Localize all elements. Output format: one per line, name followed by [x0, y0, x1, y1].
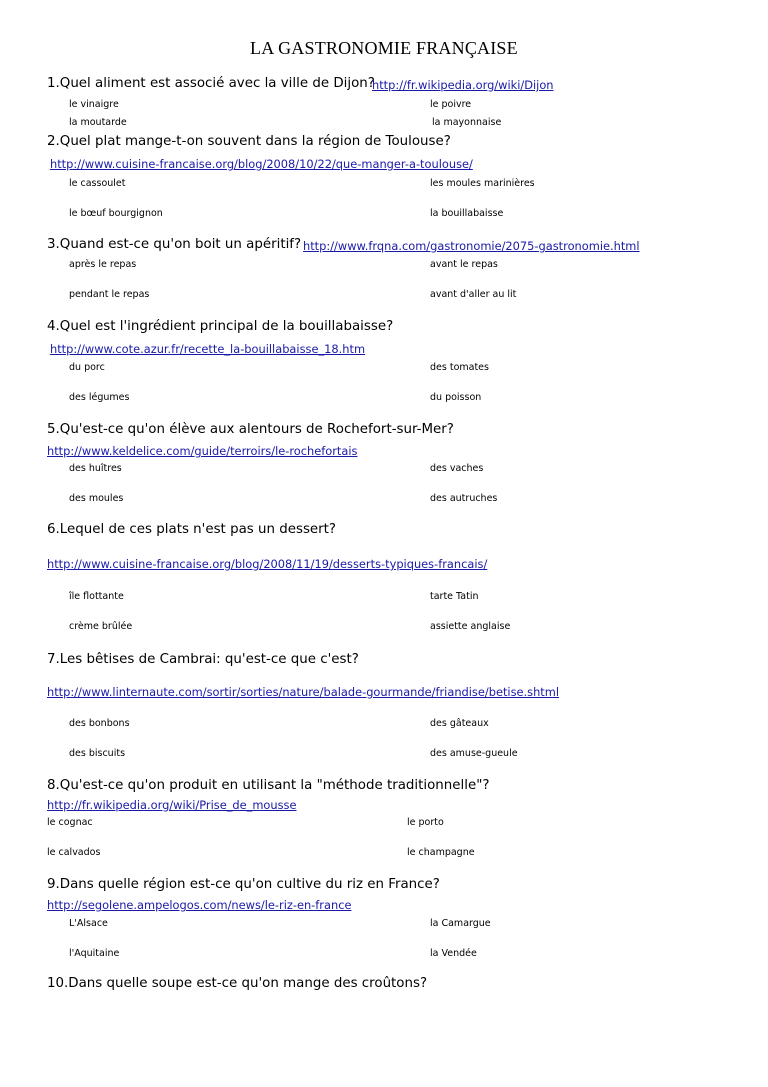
q8-answer-a: le cognac: [47, 817, 93, 828]
q3-answer-a: après le repas: [69, 259, 137, 270]
q1-answer-b: le poivre: [430, 99, 472, 110]
q7-answer-a: des bonbons: [69, 718, 130, 729]
q4-answer-d: du poisson: [430, 392, 482, 403]
question-9-link[interactable]: http://segolene.ampelogos.com/news/le-riz-en-france: [47, 898, 352, 912]
question-10: 10.Dans quelle soupe est-ce qu'on mange des croûtons?: [47, 976, 428, 991]
q3-answer-c: pendant le repas: [69, 289, 150, 300]
q7-answer-b: des gâteaux: [430, 718, 489, 729]
question-2-link[interactable]: http://www.cuisine-francaise.org/blog/2008/10/22/que-manger-a-toulouse/: [50, 157, 473, 171]
q5-answer-d: des autruches: [430, 493, 498, 504]
question-6-link[interactable]: http://www.cuisine-francaise.org/blog/2008/11/19/desserts-typiques-francais/: [47, 557, 488, 571]
question-5: 5.Qu'est-ce qu'on élève aux alentours de Rochefort-sur-Mer?: [47, 422, 454, 437]
q6-answer-d: assiette anglaise: [430, 621, 511, 632]
question-1: 1.Quel aliment est associé avec la ville de Dijon?: [47, 76, 375, 91]
q6-answer-b: tarte Tatin: [430, 591, 479, 602]
q2-answer-b: les moules marinières: [430, 178, 535, 189]
question-4-link[interactable]: http://www.cote.azur.fr/recette_la-bouillabaisse_18.htm: [50, 342, 366, 356]
question-1-link[interactable]: http://fr.wikipedia.org/wiki/Dijon: [372, 78, 554, 92]
question-7-link[interactable]: http://www.linternaute.com/sortir/sorties/nature/balade-gourmande/friandise/betise.shtml: [47, 685, 560, 699]
q4-answer-a: du porc: [69, 362, 105, 373]
question-8-link[interactable]: http://fr.wikipedia.org/wiki/Prise_de_mousse: [47, 798, 297, 812]
question-4: 4.Quel est l'ingrédient principal de la bouillabaisse?: [47, 319, 394, 334]
q2-answer-d: la bouillabaisse: [430, 208, 504, 219]
q3-answer-d: avant d'aller au lit: [430, 289, 517, 300]
question-9: 9.Dans quelle région est-ce qu'on cultive du riz en France?: [47, 877, 440, 892]
q1-answer-c: la moutarde: [69, 117, 127, 128]
q6-answer-a: île flottante: [69, 591, 124, 602]
q8-answer-b: le porto: [407, 817, 444, 828]
question-2: 2.Quel plat mange-t-on souvent dans la région de Toulouse?: [47, 134, 451, 149]
q9-answer-d: la Vendée: [430, 948, 477, 959]
question-6: 6.Lequel de ces plats n'est pas un dessert?: [47, 522, 337, 537]
q5-answer-a: des huîtres: [69, 463, 122, 474]
q1-answer-a: le vinaigre: [69, 99, 119, 110]
q9-answer-c: l'Aquitaine: [69, 948, 120, 959]
q7-answer-d: des amuse-gueule: [430, 748, 518, 759]
question-3-link[interactable]: http://www.frqna.com/gastronomie/2075-gastronomie.html: [303, 239, 640, 253]
page-title: LA GASTRONOMIE FRANÇAISE: [250, 38, 518, 58]
q4-answer-c: des légumes: [69, 392, 130, 403]
question-3: 3.Quand est-ce qu'on boit un apéritif?: [47, 237, 302, 252]
q3-answer-b: avant le repas: [430, 259, 498, 270]
q5-answer-b: des vaches: [430, 463, 484, 474]
q1-answer-d: la mayonnaise: [432, 117, 502, 128]
q5-answer-c: des moules: [69, 493, 124, 504]
q4-answer-b: des tomates: [430, 362, 489, 373]
question-7: 7.Les bêtises de Cambrai: qu'est-ce que c'est?: [47, 652, 359, 667]
q6-answer-c: crème brûlée: [69, 621, 133, 632]
q2-answer-a: le cassoulet: [69, 178, 126, 189]
q9-answer-b: la Camargue: [430, 918, 491, 929]
q9-answer-a: L'Alsace: [69, 918, 108, 929]
q8-answer-c: le calvados: [47, 847, 101, 858]
q7-answer-c: des biscuits: [69, 748, 126, 759]
question-8: 8.Qu'est-ce qu'on produit en utilisant la "méthode traditionnelle"?: [47, 778, 490, 793]
q8-answer-d: le champagne: [407, 847, 475, 858]
q2-answer-c: le bœuf bourgignon: [69, 208, 163, 219]
question-5-link[interactable]: http://www.keldelice.com/guide/terroirs/le-rochefortais: [47, 444, 358, 458]
